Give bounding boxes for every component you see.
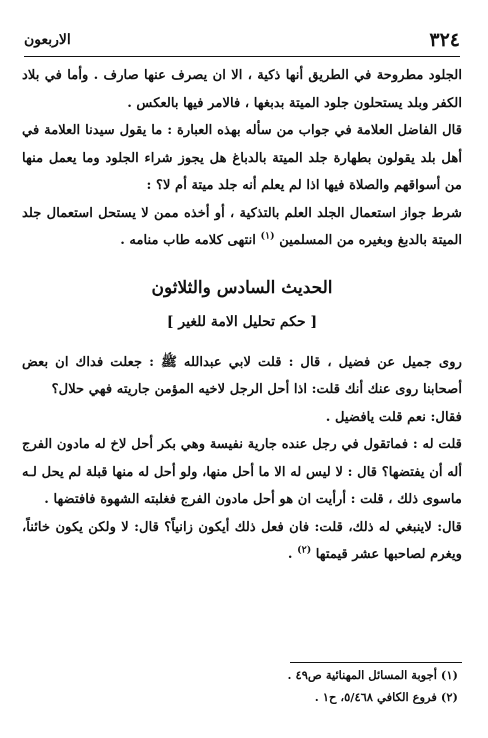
footnote-ref-1: (١) [260, 230, 275, 242]
paragraph-1: الجلود مطروحة في الطريق أنها ذكية ، الا ان يصرف عنها صارف . وأما في بلاد الكفر وبلد يستحلون جلود الميتة بدبغها ، فالامر فيها بالعكس . [22, 68, 462, 111]
paragraph-7-tail: . [287, 547, 293, 562]
footnote-divider [290, 662, 462, 663]
footnote-1: (١) أجوبة المسائل المهنائية ص٤٩ . [287, 668, 458, 682]
paragraph-3-tail: انتهى كلامه طاب منامه . [120, 233, 256, 248]
page-body [22, 62, 462, 569]
paragraph-3-text: شرط جواز استعمال الجلد العلم بالتذكية ، أو أخذه ممن لا يستحل استعمال جلد الميتة بالدبغ وبغيره من المسلمين [22, 205, 462, 248]
paragraph-5: فقال: نعم قلت يافضيل . [325, 409, 462, 425]
hadith-title: الحديث السادس والثلاثون [151, 277, 333, 298]
footnote-2: (٢) فروع الكافي ٥/٤٦٨، ح١ . [314, 690, 458, 704]
page-number: ٣٢٤ [429, 29, 460, 51]
paragraph-4: روى جميل عن فضيل ، قال : قلت لابي عبدالله ﷺ : جعلت فداك ان بعض أصحابنا روى عنك أنك قلت: اذا أحل الرجل لاخيه المؤمن جاريته فهي حلال؟ [22, 354, 462, 397]
paragraph-2: قال الفاضل العلامة في جواب من سأله بهذه العبارة : ما يقول سيدنا العلامة في أهل بلد يقولون بطهارة جلد الميتة بالدباغ هل يجوز شراء الجلود وما يعمل منها من أسواقهم والصلاة فيها اذا لم يعلم أنه جلد ميتة أم لا؟ : [22, 123, 462, 193]
footnotes [158, 664, 458, 708]
page-header [24, 28, 460, 52]
running-title: الاربعون [24, 32, 71, 48]
paragraph-3 [22, 200, 462, 255]
paragraph-7 [22, 514, 462, 569]
hadith-subtitle: [ حكم تحليل الامة للغير ] [166, 313, 318, 330]
footnote-ref-2: (٢) [297, 544, 312, 556]
paragraph-7-text: قال: لاينبغي له ذلك، قلت: فان فعل ذلك أيكون زانياً؟ قال: لا ولكن يكون خائناً، ويغرم لصاحبها عشر قيمتها [22, 519, 462, 562]
paragraph-6: قلت له : فماتقول في رجل عنده جارية نفيسة وهي بكر أحل لاخ له مادون الفرج أله أن يفتضها؟ قال : لا ليس له الا ما أحل منها، ولو أحل له منها قبلة لم يحل لـه ماسوى ذلك ، قلت : أرأيت ان هو أحل مادون الفرج فغلبته الشهوة فافتضها . [22, 437, 462, 507]
header-divider [24, 56, 460, 57]
